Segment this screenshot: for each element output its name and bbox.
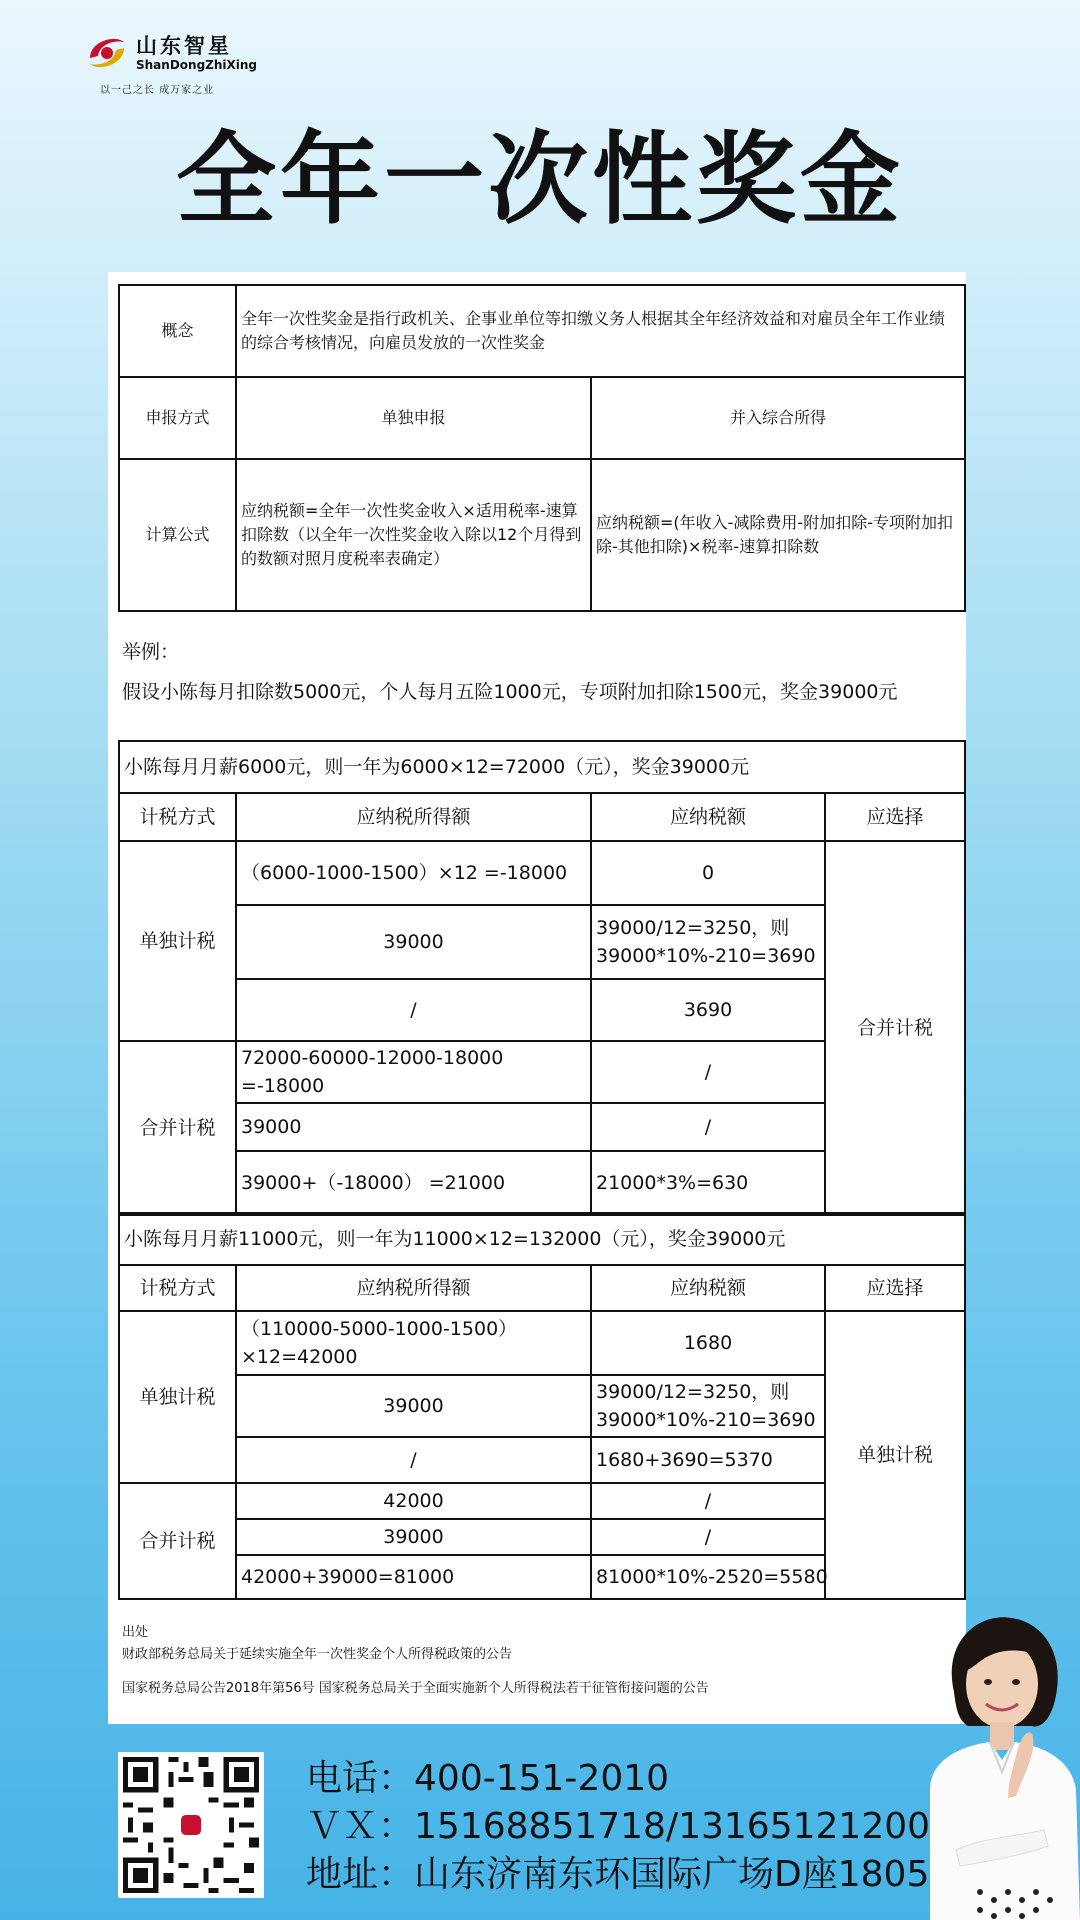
logo-mark-icon [84,30,130,76]
case1-income: 39000 [236,905,591,979]
case2-income: 39000 [236,1375,591,1437]
address-text: 山东济南东环国际广场D座1805 [414,1854,930,1895]
source-line-1: 财政部税务总局关于延续实施全年一次性奖金个人所得税政策的公告 [122,1647,513,1662]
company-logo [84,26,258,96]
phone-label: 电话： [306,1758,415,1799]
case2-tax: 1680 [591,1311,825,1375]
case1-income: 72000-60000-12000-18000 =-18000 [236,1041,591,1103]
case2-heading: 小陈每月月薪11000元，则一年为11000×12=132000（元），奖金39000元 [119,1213,965,1265]
case1-income: 39000 [236,1103,591,1151]
page-title: 全年一次性奖金 [176,121,904,238]
case1-combined-label: 合并计税 [119,1041,236,1215]
case1-tax: 0 [591,841,825,905]
logo-english: ShanDongZhiXing [136,58,258,72]
case1-table [118,740,966,1216]
case1-heading: 小陈每月月薪6000元，则一年为6000×12=72000（元），奖金39000元 [119,741,965,793]
case2-income: （110000-5000-1000-1500）×12=42000 [236,1311,591,1375]
formula-combined: 应纳税额=(年收入-减除费用-附加扣除-专项附加扣除-其他扣除)×税率-速算扣除数 [591,459,965,611]
case2-income: 42000 [236,1483,591,1519]
formula-label: 计算公式 [119,459,236,611]
case1-header: 应纳税额 [591,793,825,841]
case1-tax: / [591,1041,825,1103]
case1-tax: / [591,1103,825,1151]
case2-table [118,1212,966,1600]
logo-name: 山东智星 [136,33,232,58]
content-card [108,272,966,1724]
case2-combined-label: 合并计税 [119,1483,236,1599]
case2-tax: / [591,1519,825,1555]
contact-vx [306,1804,930,1850]
formula-separate: 应纳税额=全年一次性奖金收入×适用税率-速算扣除数（以全年一次性奖金收入除以12个月得到的数额对照月度税率表确定） [236,459,591,611]
source-label: 出处 [122,1625,149,1640]
example-text: 假设小陈每月扣除数5000元，个人每月五险1000元，专项附加扣除1500元，奖金39000元 [122,681,898,703]
concept-text: 全年一次性奖金是指行政机关、企事业单位等扣缴义务人根据其全年经济效益和对雇员全年工作业绩的综合考核情况，向雇员发放的一次性奖金 [236,285,965,377]
case2-tax: 1680+3690=5370 [591,1437,825,1483]
method-separate: 单独申报 [236,377,591,459]
vx-number[interactable]: 15168851718/13165121200 [414,1806,931,1847]
case1-header: 应选择 [825,793,965,841]
example-label: 举例： [122,641,180,663]
contact-address [306,1852,929,1898]
case2-header: 应纳税额 [591,1265,825,1311]
case2-tax: / [591,1483,825,1519]
case1-income: （6000-1000-1500）×12 =-18000 [236,841,591,905]
phone-number[interactable]: 400-151-2010 [414,1758,670,1799]
case1-income: / [236,979,591,1041]
method-label: 申报方式 [119,377,236,459]
case1-header: 计税方式 [119,793,236,841]
method-combined: 并入综合所得 [591,377,965,459]
case2-income: / [236,1437,591,1483]
case1-header: 应纳税所得额 [236,793,591,841]
definition-table [118,284,966,612]
case2-header: 计税方式 [119,1265,236,1311]
case2-header: 应选择 [825,1265,965,1311]
presenter-photo [920,1600,1080,1920]
case1-tax: 3690 [591,979,825,1041]
case2-separate-label: 单独计税 [119,1311,236,1483]
address-label: 地址： [306,1854,415,1895]
contact-phone [306,1756,669,1802]
case1-choice: 合并计税 [825,841,965,1215]
case1-income: 39000+（-18000） =21000 [236,1151,591,1215]
case2-tax: 39000/12=3250，则 39000*10%-210=3690 [591,1375,825,1437]
vx-label: ＶＸ： [306,1806,415,1847]
case2-choice: 单独计税 [825,1311,965,1599]
qr-code-icon[interactable] [118,1752,264,1898]
concept-label: 概念 [119,285,236,377]
case2-tax: 81000*10%-2520=5580 [591,1555,825,1599]
case1-tax: 39000/12=3250，则 39000*10%-210=3690 [591,905,825,979]
source-line-2: 国家税务总局公告2018年第56号 国家税务总局关于全面实施新个人所得税法若干征管衔接问题的公告 [122,1681,709,1696]
case2-header: 应纳税所得额 [236,1265,591,1311]
case2-income: 42000+39000=81000 [236,1555,591,1599]
case1-tax: 21000*3%=630 [591,1151,825,1215]
logo-slogan: 以一己之长 成万家之业 [100,85,215,96]
case1-separate-label: 单独计税 [119,841,236,1041]
case2-income: 39000 [236,1519,591,1555]
